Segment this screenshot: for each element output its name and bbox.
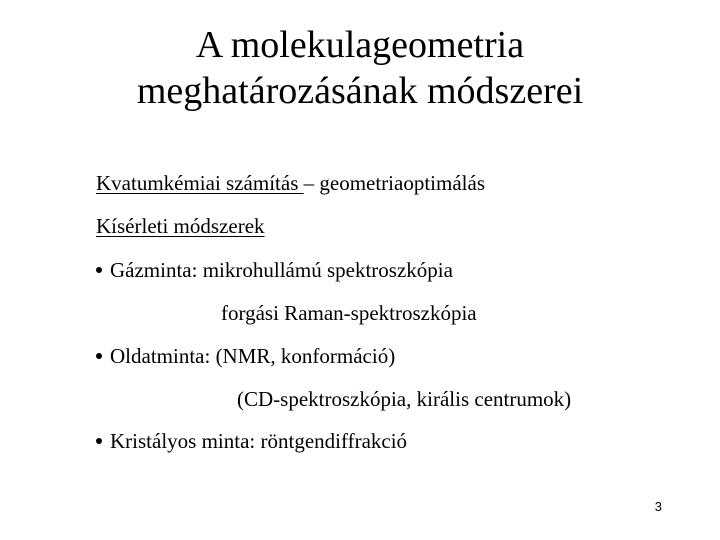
solution-sample-text: Oldatminta: (NMR, konformáció) — [110, 344, 396, 368]
slide-title-line-2: meghatározásának módszerei — [136, 70, 584, 112]
slide-title-line-1: A molekulageometria — [195, 24, 525, 66]
bullet-icon — [96, 438, 102, 444]
crystal-sample-item — [96, 428, 407, 454]
slide-title — [0, 22, 720, 114]
solution-sample-continuation-text: (CD-spektroszkópia, királis centrumok) — [237, 387, 572, 411]
bullet-icon — [96, 267, 102, 273]
gas-sample-continuation-text: forgási Raman-spektroszkópia — [221, 301, 477, 325]
solution-sample-continuation — [237, 386, 571, 412]
experimental-heading-line — [96, 213, 265, 239]
bullet-icon — [96, 353, 102, 359]
solution-sample-item — [96, 343, 395, 369]
crystal-sample-text: Kristályos minta: röntgendiffrakció — [110, 429, 408, 453]
page-number: 3 — [654, 499, 662, 514]
gas-sample-text: Gázminta: mikrohullámú spektroszkópia — [110, 258, 453, 282]
computational-method-link[interactable]: Kvatumkémiai számítás — [96, 171, 304, 195]
gas-sample-continuation — [221, 300, 477, 326]
computational-line — [96, 170, 485, 196]
computational-method-description: – geometriaoptimálás — [303, 171, 485, 195]
gas-sample-item — [96, 257, 453, 283]
experimental-methods-link[interactable]: Kísérleti módszerek — [96, 214, 265, 238]
